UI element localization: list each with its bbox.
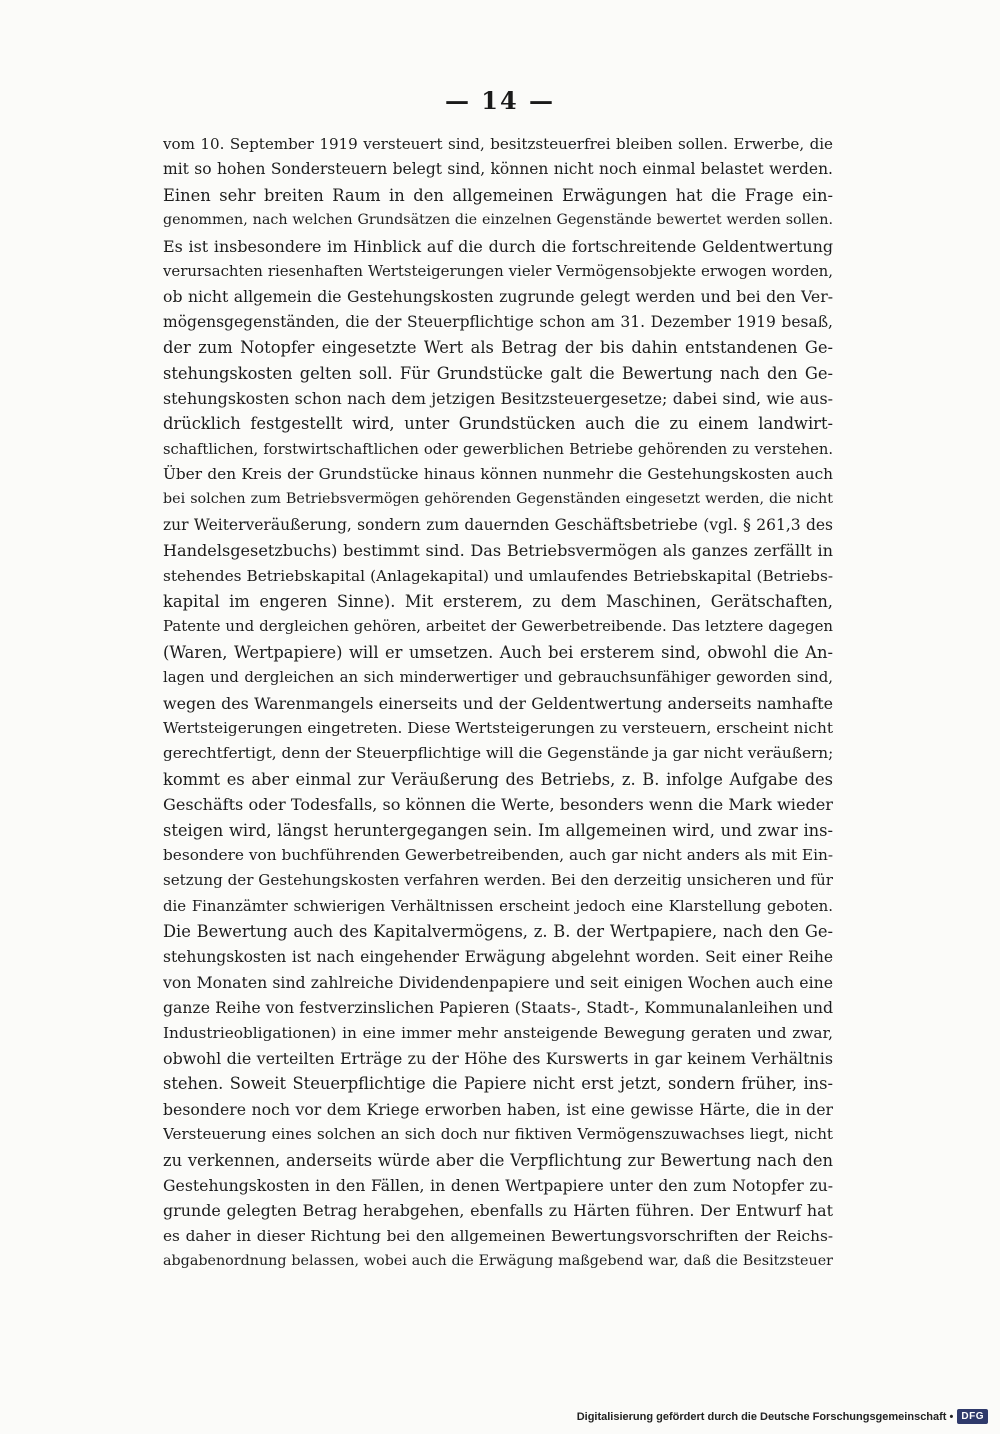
text-line: stehungskosten gelten soll. Für Grundstücke galt die Bewertung nach den Ge- [163, 363, 833, 383]
text-line: ganze Reihe von festverzinslichen Papieren (Staats-, Stadt-, Kommunalanleihen und [163, 998, 833, 1018]
text-line: Industrieobligationen) in eine immer mehr ansteigende Bewegung geraten und zwar, [163, 1023, 833, 1042]
text-line: drücklich festgestellt wird, unter Grundstücken auch die zu einem landwirt- [163, 414, 833, 434]
text-line: ob nicht allgemein die Gestehungskosten zugrunde gelegt werden und bei den Ver- [163, 287, 833, 307]
text-line: setzung der Gestehungskosten verfahren werden. Bei den derzeitig unsicheren und für [163, 871, 833, 890]
text-line: schaftlichen, forstwirtschaftlichen oder gewerblichen Betriebe gehörenden zu verstehen. [163, 440, 833, 458]
page-number: — 14 — [444, 86, 556, 115]
text-line: stehungskosten schon nach dem jetzigen Besitzsteuergesetze; dabei sind, wie aus- [163, 388, 833, 408]
text-line: der zum Notopfer eingesetzte Wert als Betrag der bis dahin entstandenen Ge- [163, 338, 833, 358]
text-line: stehendes Betriebskapital (Anlagekapital) und umlaufendes Betriebskapital (Betriebs- [163, 566, 833, 585]
text-line: genommen, nach welchen Grundsätzen die einzelnen Gegenstände bewertet werden sollen. [163, 212, 833, 229]
text-line: bei solchen zum Betriebsvermögen gehörenden Gegenständen eingesetzt werden, die nicht [163, 491, 833, 508]
text-line: Gestehungskosten in den Fällen, in denen Wertpapiere unter den zum Notopfer zu- [163, 1176, 833, 1196]
text-line: Über den Kreis der Grundstücke hinaus können nunmehr die Gestehungskosten auch [163, 465, 833, 484]
text-line: verursachten riesenhaften Wertsteigerungen vieler Vermögensobjekte erwogen worden, [163, 261, 833, 280]
text-line: lagen und dergleichen an sich minderwertiger und gebrauchsunfähiger geworden sind, [163, 668, 833, 687]
text-line: obwohl die verteilten Erträge zu der Höhe des Kurswerts in gar keinem Verhältnis [163, 1049, 833, 1069]
text-line: besondere noch vor dem Kriege erworben haben, ist eine gewisse Härte, die in der [163, 1099, 833, 1119]
text-line: besondere von buchführenden Gewerbetreibenden, auch gar nicht anders als mit Ein- [163, 845, 833, 864]
text-line: grunde gelegten Betrag herabgehen, ebenfalls zu Härten führen. Der Entwurf hat [163, 1201, 833, 1221]
text-line: Es ist insbesondere im Hinblick auf die durch die fortschreitende Geldentwertung [163, 236, 833, 256]
text-line: zu verkennen, anderseits würde aber die Verpflichtung zur Bewertung nach den [163, 1150, 833, 1170]
text-line: Wertsteigerungen eingetreten. Diese Wertsteigerungen zu versteuern, erscheint nicht [163, 718, 833, 737]
text-line: stehungskosten ist nach eingehender Erwägung abgelehnt worden. Seit einer Reihe [163, 947, 833, 966]
text-line: Einen sehr breiten Raum in den allgemeinen Erwägungen hat die Frage ein- [163, 185, 833, 205]
dfg-logo-icon: DFG [957, 1409, 988, 1424]
text-line: stehen. Soweit Steuerpflichtige die Papiere nicht erst jetzt, sondern früher, ins- [163, 1074, 833, 1094]
text-line: zur Weiterveräußerung, sondern zum dauernden Geschäftsbetriebe (vgl. § 261,3 des [163, 515, 833, 534]
footer-credit-text: Digitalisierung gefördert durch die Deutsche Forschungsgemeinschaft • [576, 1410, 954, 1423]
text-line: Handelsgesetzbuchs) bestimmt sind. Das Betriebsvermögen als ganzes zerfällt in [163, 541, 833, 561]
text-line: Versteuerung eines solchen an sich doch nur fiktiven Vermögenszuwachses liegt, nicht [163, 1125, 833, 1144]
text-line: gerechtfertigt, denn der Steuerpflichtige will die Gegenstände ja gar nicht veräußern; [163, 744, 833, 763]
text-line: mit so hohen Sondersteuern belegt sind, können nicht noch einmal belastet werden. [163, 160, 833, 179]
text-line: vom 10. September 1919 versteuert sind, besitzsteuerfrei bleiben sollen. Erwerbe, die [163, 135, 833, 153]
text-line: abgabenordnung belassen, wobei auch die Erwägung maßgebend war, daß die Besitzsteuer [163, 1253, 833, 1270]
text-line: Die Bewertung auch des Kapitalvermögens, z. B. der Wertpapiere, nach den Ge- [163, 922, 833, 942]
text-line: von Monaten sind zahlreiche Dividendenpapiere und seit einigen Wochen auch eine [163, 972, 833, 992]
text-line: steigen wird, längst heruntergegangen sein. Im allgemeinen wird, und zwar ins- [163, 820, 833, 840]
text-line: (Waren, Wertpapiere) will er umsetzen. Auch bei ersterem sind, obwohl die An- [163, 642, 833, 662]
text-line: die Finanzämter schwierigen Verhältnissen erscheint jedoch eine Klarstellung geboten. [163, 896, 833, 915]
text-line: es daher in dieser Richtung bei den allgemeinen Bewertungsvorschriften der Reichs- [163, 1226, 833, 1245]
text-line: Patente und dergleichen gehören, arbeitet der Gewerbetreibende. Das letztere dagegen [163, 617, 833, 636]
text-line: mögensgegenständen, die der Steuerpflichtige schon am 31. Dezember 1919 besaß, [163, 312, 833, 331]
body-text [163, 132, 833, 1275]
text-line: kapital im engeren Sinne). Mit ersterem, zu dem Maschinen, Gerätschaften, [163, 592, 833, 612]
text-line: Geschäfts oder Todesfalls, so können die Werte, besonders wenn die Mark wieder [163, 795, 833, 815]
text-line: wegen des Warenmangels einerseits und der Geldentwertung anderseits namhafte [163, 693, 833, 713]
text-line: kommt es aber einmal zur Veräußerung des Betriebs, z. B. infolge Aufgabe des [163, 769, 833, 789]
footer [577, 1409, 988, 1424]
